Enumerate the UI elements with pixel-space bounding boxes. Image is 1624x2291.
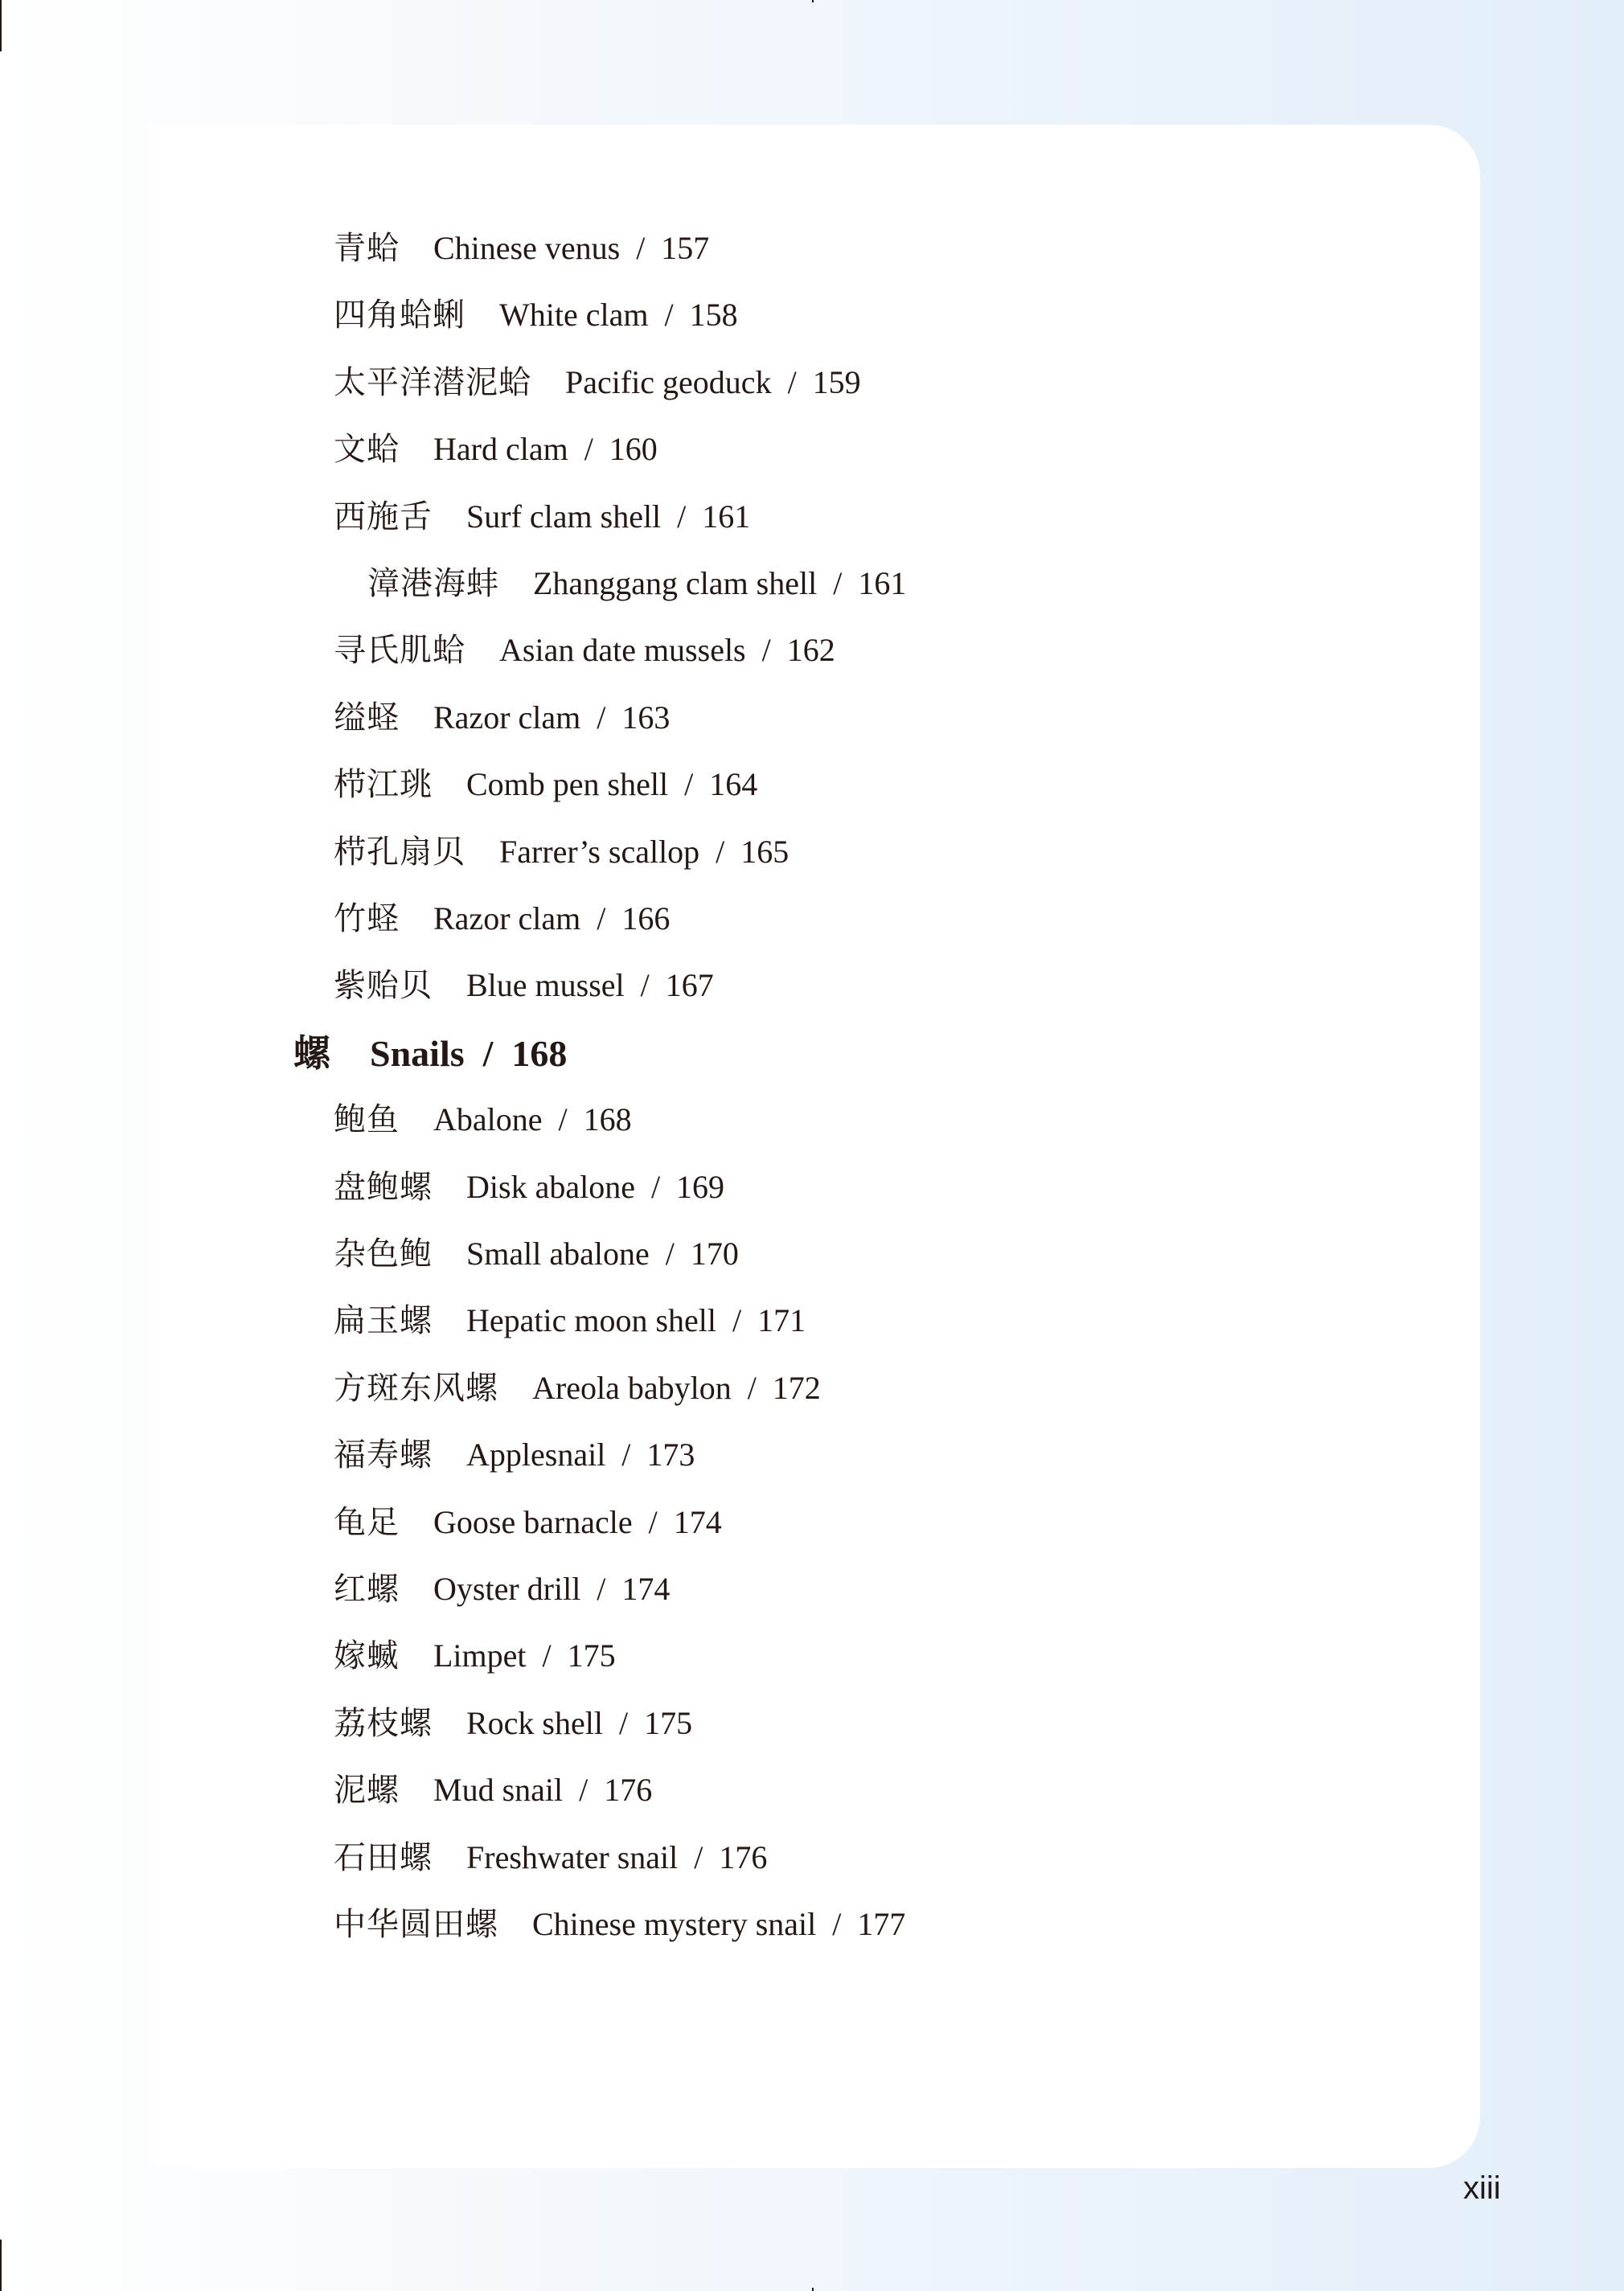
- toc-entry: [334, 1301, 806, 1340]
- toc-entry: [334, 900, 670, 938]
- page-number: xiii: [1463, 2170, 1501, 2206]
- toc-chinese-name: 泥螺: [334, 1772, 400, 1809]
- toc-entry: [334, 430, 658, 469]
- toc-entry: [334, 1704, 692, 1743]
- toc-chinese-name: 文蛤: [334, 431, 400, 469]
- crop-mark-bottom-center: [812, 2288, 814, 2291]
- toc-english-name-page: Chinese mystery snail / 177: [532, 1906, 906, 1942]
- toc-chinese-name: 福寿螺: [334, 1436, 433, 1474]
- toc-chinese-name: 龟足: [334, 1503, 400, 1541]
- toc-chinese-name: 螺: [293, 1031, 331, 1075]
- toc-english-name-page: Blue mussel / 167: [466, 967, 714, 1004]
- toc-english-name-page: Oyster drill / 174: [433, 1571, 671, 1607]
- toc-entry: [334, 1838, 767, 1877]
- content-panel: [149, 125, 1480, 2168]
- toc-english-name-page: Mud snail / 176: [433, 1772, 653, 1809]
- toc-english-name-page: White clam / 158: [499, 297, 738, 334]
- toc-entry: [334, 1637, 616, 1675]
- toc-chinese-name: 寻氏肌蛤: [334, 632, 465, 670]
- toc-entry: [334, 296, 738, 334]
- toc-chinese-name: 太平洋潜泥蛤: [334, 363, 531, 401]
- toc-entry: [334, 833, 789, 871]
- toc-english-name-page: Razor clam / 163: [433, 699, 671, 736]
- toc-english-name-page: Farrer’s scallop / 165: [499, 833, 789, 870]
- toc-chinese-name: 红螺: [334, 1571, 400, 1608]
- toc-english-name-page: Freshwater snail / 176: [466, 1838, 768, 1875]
- toc-chinese-name: 漳港海蚌: [367, 565, 499, 602]
- toc-entry: [334, 1436, 695, 1474]
- toc-entry: [334, 699, 670, 737]
- toc-entry: [334, 1570, 670, 1609]
- toc-chinese-name: 扁玉螺: [334, 1302, 433, 1340]
- toc-section-heading: [293, 1031, 568, 1075]
- toc-english-name-page: Goose barnacle / 174: [433, 1503, 722, 1540]
- crop-mark-top-center: [812, 0, 814, 2]
- toc-english-name-page: Hepatic moon shell / 171: [466, 1302, 806, 1339]
- toc-entry: [334, 631, 835, 670]
- toc-english-name-page: Snails / 168: [370, 1032, 568, 1074]
- toc-chinese-name: 中华圆田螺: [334, 1906, 498, 1943]
- toc-chinese-name: 西施舌: [334, 498, 433, 535]
- toc-chinese-name: 竹蛏: [334, 900, 400, 937]
- toc-english-name-page: Areola babylon / 172: [532, 1369, 821, 1406]
- toc-english-name-page: Comb pen shell / 164: [466, 766, 758, 803]
- toc-entry: [334, 498, 750, 536]
- toc-english-name-page: Chinese venus / 157: [433, 230, 710, 266]
- toc-entry: [334, 1771, 652, 1809]
- toc-entry: [334, 765, 757, 804]
- toc-entry: [334, 1503, 722, 1542]
- toc-entry: [334, 1905, 905, 1944]
- toc-english-name-page: Razor clam / 166: [433, 900, 671, 936]
- toc-entry: [334, 1235, 739, 1273]
- toc-chinese-name: 嫁蝛: [334, 1637, 400, 1675]
- toc-entry: [334, 966, 714, 1005]
- toc-chinese-name: 栉江珧: [334, 766, 433, 804]
- toc-english-name-page: Surf clam shell / 161: [466, 498, 751, 535]
- toc-chinese-name: 青蛤: [334, 230, 400, 267]
- toc-chinese-name: 荔枝螺: [334, 1704, 433, 1742]
- toc-chinese-name: 盘鲍螺: [334, 1168, 433, 1206]
- toc-chinese-name: 四角蛤蜊: [334, 297, 465, 334]
- toc-english-name-page: Pacific geoduck / 159: [565, 363, 861, 400]
- toc-english-name-page: Disk abalone / 169: [466, 1168, 725, 1205]
- toc-chinese-name: 缢蛏: [334, 699, 400, 736]
- table-of-contents: [149, 125, 1480, 2168]
- toc-entry: [334, 1168, 724, 1207]
- toc-chinese-name: 方斑东风螺: [334, 1369, 498, 1407]
- toc-english-name-page: Asian date mussels / 162: [499, 632, 835, 669]
- toc-english-name-page: Small abalone / 170: [466, 1236, 739, 1272]
- toc-english-name-page: Applesnail / 173: [466, 1436, 695, 1473]
- toc-chinese-name: 杂色鲍: [334, 1236, 433, 1273]
- crop-mark-top-left: [0, 0, 2, 51]
- toc-chinese-name: 紫贻贝: [334, 967, 433, 1005]
- toc-english-name-page: Zhanggang clam shell / 161: [533, 565, 907, 601]
- crop-mark-bottom-left: [0, 2240, 2, 2291]
- toc-chinese-name: 栉孔扇贝: [334, 833, 465, 871]
- toc-english-name-page: Limpet / 175: [433, 1637, 616, 1674]
- toc-entry: [334, 229, 709, 268]
- toc-entry: [367, 564, 906, 603]
- toc-entry: [334, 363, 861, 402]
- toc-chinese-name: 石田螺: [334, 1838, 433, 1876]
- toc-chinese-name: 鲍鱼: [334, 1101, 400, 1139]
- toc-english-name-page: Hard clam / 160: [433, 431, 658, 468]
- toc-english-name-page: Abalone / 168: [433, 1101, 632, 1138]
- toc-entry: [334, 1369, 821, 1408]
- toc-english-name-page: Rock shell / 175: [466, 1704, 693, 1741]
- toc-entry: [334, 1100, 632, 1139]
